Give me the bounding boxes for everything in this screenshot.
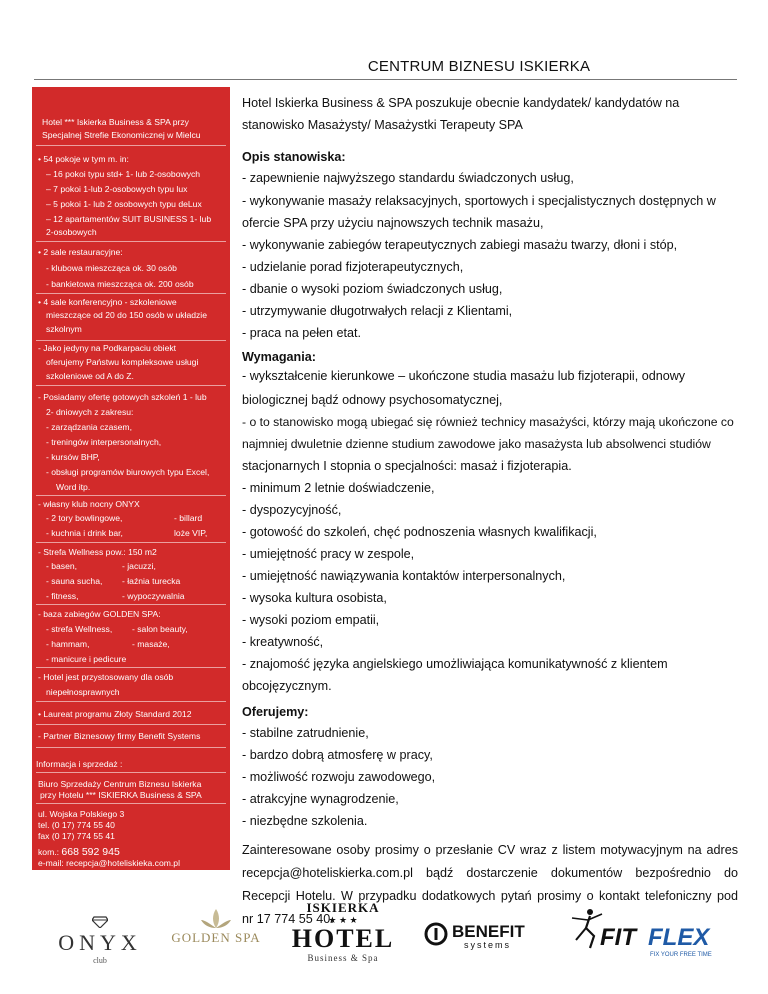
offer-item: - niezbędne szkolenia. — [242, 814, 368, 828]
sidebar-trainings-line: - kursów BHP, — [46, 452, 100, 462]
offer-item: - stabilne zatrudnienie, — [242, 726, 369, 740]
fitflex-sub: FIX YOUR FREE TIME — [650, 952, 712, 958]
sidebar-conference-line: • 4 sale konferencyjno - szkoleniowe — [38, 297, 177, 307]
sidebar-wellness-item: - łaźnia turecka — [122, 576, 181, 586]
sidebar-divider — [36, 747, 226, 748]
sidebar-spa-item: - strefa Wellness, — [46, 624, 113, 634]
req-item: - kreatywność, — [242, 635, 324, 649]
req-item: - umiejętność nawiązywania kontaktów interpersonalnych, — [242, 569, 566, 583]
sidebar-trainings-line: Word itp. — [56, 482, 91, 492]
req-item: - gotowość do szkoleń, chęć podnoszenia własnych kwalifikacji, — [242, 525, 597, 539]
golden-spa-logo — [160, 908, 272, 946]
partner-logos — [36, 900, 736, 980]
sidebar-rooms-line: • 54 pokoje w tym m. in: — [38, 154, 129, 164]
desc-item: - praca na pełen etat. — [242, 326, 362, 340]
sidebar-rooms-line: – 7 pokoi 1-lub 2-osobowych typu lux — [46, 184, 188, 194]
desc-heading: Opis stanowiska: — [242, 150, 346, 164]
sidebar-spa-item: - hammam, — [46, 639, 90, 649]
req-item: - dyspozycyjność, — [242, 503, 342, 517]
sidebar-divider — [36, 701, 226, 702]
sidebar-divider — [36, 604, 226, 605]
sidebar-conference-line: mieszczące od 20 do 150 osób w układzie — [46, 310, 207, 320]
desc-item: - zapewnienie najwyższego standardu świadczonych usług, — [242, 171, 574, 185]
benefit-sub: systems — [464, 940, 512, 950]
sidebar-spa-title: - baza zabiegów GOLDEN SPA: — [38, 609, 161, 619]
intro-line: stanowisko Masażysty/ Masażystki Terapeuty SPA — [242, 118, 523, 132]
sidebar-rooms-line: – 12 apartamentów SUIT BUSINESS 1- lub — [46, 214, 212, 224]
sidebar-address-line: tel. (0 17) 774 55 40 — [38, 820, 115, 830]
sidebar-divider — [36, 724, 226, 725]
closing-line: Zainteresowane osoby prosimy o przesłanie CV wraz z listem motywacyjnym na adres — [242, 843, 738, 857]
sidebar-podkarpacie-line: - Jako jedyny na Podkarpaciu obiekt — [38, 343, 177, 353]
sidebar-divider — [36, 803, 226, 804]
sidebar-trainings-line: - obsługi programów biurowych typu Excel, — [46, 467, 210, 477]
sidebar-club-item: - kuchnia i drink bar, — [46, 528, 123, 538]
sidebar-intro-line: Specjalnej Strefie Ekonomicznej w Mielcu — [42, 130, 201, 140]
req-heading: Wymagania: — [242, 350, 316, 364]
benefit-circle-icon — [424, 922, 448, 946]
kom-number: 668 592 945 — [61, 846, 120, 858]
sidebar-podkarpacie-line: szkoleniowe od A do Z. — [46, 371, 134, 381]
sidebar-spa-item: - manicure i pedicure — [46, 654, 127, 664]
offer-item: - bardzo dobrą atmosferę w pracy, — [242, 748, 433, 762]
req-item: - wysoki poziom empatii, — [242, 613, 380, 627]
sidebar-wellness-item: - sauna sucha, — [46, 576, 103, 586]
sidebar-spa-item: - masaże, — [132, 639, 170, 649]
onyx-logo — [50, 916, 150, 965]
sidebar-partner: - Partner Biznesowy firmy Benefit Systems — [38, 731, 201, 741]
sidebar-club-item: - billard — [174, 513, 203, 523]
desc-item: - wykonywanie masaży relaksacyjnych, sportowych i specjalistycznych dostępnych w — [242, 194, 716, 208]
fit-flex-logo — [566, 906, 736, 976]
sidebar-divider — [36, 772, 226, 773]
sidebar-email[interactable]: e-mail: recepcja@hoteliskieka.com.pl — [38, 858, 180, 868]
hotel-info-sidebar — [32, 87, 230, 870]
diamond-icon — [92, 916, 108, 928]
sidebar-trainings-line: - zarządzania czasem, — [46, 422, 132, 432]
header-divider — [34, 79, 737, 80]
sidebar-divider — [36, 293, 226, 294]
hotel-sub: Business & Spa — [307, 953, 379, 963]
sidebar-spa-item: - salon beauty, — [132, 624, 188, 634]
sidebar-wellness-title: - Strefa Wellness pow.: 150 m2 — [38, 547, 157, 557]
sidebar-rooms-line: 2-osobowych — [46, 227, 97, 237]
fit-wordmark: FIT — [600, 924, 636, 951]
closing-line: recepcja@hoteliskierka.com.pl bądź dostarczenie dokumentów bezpośrednio do — [242, 866, 738, 880]
page-title: CENTRUM BIZNESU ISKIERKA — [367, 58, 591, 75]
req-item: obcojęzycznym. — [242, 679, 332, 693]
sidebar-disabled-line: - Hotel jest przystosowany dla osób — [38, 672, 174, 682]
desc-item: ofercie SPA przy użyciu najnowszych technik masażu, — [242, 216, 544, 230]
intro-line: Hotel Iskierka Business & SPA poszukuje obecnie kandydatek/ kandydatów na — [242, 96, 680, 110]
desc-item: - dbanie o wysoki poziom świadczonych usług, — [242, 282, 503, 296]
onyx-sub: club — [93, 956, 107, 965]
sidebar-rooms-line: – 5 pokoi 1- lub 2 osobowych typu deLux — [46, 199, 202, 209]
req-item: - o to stanowisko mogą ubiegać się również technicy masażyści, którzy mają ukończone co — [242, 415, 734, 429]
req-item: najmniej dwuletnie dzienne studium zawodowe jako masażysta lub absolwenci studiów — [242, 437, 711, 451]
sidebar-divider — [36, 241, 226, 242]
req-item: - wykształcenie kierunkowe – ukończone studia masażu lub fizjoterapii, odnowy — [242, 369, 686, 383]
sidebar-address-line: fax (0 17) 774 55 41 — [38, 831, 115, 841]
hotel-wordmark: HOTEL — [291, 924, 395, 953]
sidebar-wellness-item: - basen, — [46, 561, 78, 571]
sidebar-divider — [36, 340, 226, 341]
closing-line: nr 17 774 55 40. — [242, 912, 334, 926]
sidebar-trainings-line: 2- dniowych z zakresu: — [46, 407, 134, 417]
sidebar-wellness-item: - wypoczywalnia — [122, 591, 185, 601]
sidebar-club-item: loże VIP, — [174, 528, 208, 538]
req-item: stacjonarnych I stopnia o specjalności: masaż i fizjoterapia. — [242, 459, 572, 473]
sidebar-kom-row — [38, 847, 120, 858]
stars-icon: ★ ★ ★ — [328, 915, 358, 925]
offer-item: - możliwość rozwoju zawodowego, — [242, 770, 436, 784]
sidebar-wellness-item: - fitness, — [46, 591, 79, 601]
sidebar-wellness-item: - jacuzzi, — [122, 561, 156, 571]
kom-label: kom.: — [38, 847, 60, 857]
sidebar-conference-line: szkolnym — [46, 324, 82, 334]
req-item: biologicznej bądź odnowy psychosomatycznej, — [242, 393, 503, 407]
flex-wordmark: FLEX — [648, 924, 710, 951]
sidebar-office-line: przy Hotelu *** ISKIERKA Business & SPA — [40, 790, 202, 800]
sidebar-address-line: ul. Wojska Polskiego 3 — [38, 809, 125, 819]
hotel-iskierka-logo — [284, 900, 402, 963]
sidebar-divider — [36, 542, 226, 543]
benefit-wordmark: BENEFIT — [452, 922, 525, 941]
offer-heading: Oferujemy: — [242, 705, 309, 719]
sidebar-info-label: Informacja i sprzedaż : — [36, 759, 123, 769]
desc-item: - wykonywanie zabiegów terapeutycznych zabiegi masażu twarzy, dłoni i stóp, — [242, 238, 678, 252]
req-item: - umiejętność pracy w zespole, — [242, 547, 415, 561]
sidebar-intro-line: Hotel *** Iskierka Business & SPA przy — [42, 117, 189, 127]
sidebar-trainings-line: - Posiadamy ofertę gotowych szkoleń 1 - lub — [38, 392, 207, 402]
req-item: - minimum 2 letnie doświadczenie, — [242, 481, 435, 495]
sidebar-office-line: Biuro Sprzedaży Centrum Biznesu Iskierka — [38, 779, 202, 789]
sidebar-club-title: - własny klub nocny ONYX — [38, 499, 140, 509]
req-item: - wysoka kultura osobista, — [242, 591, 387, 605]
golden-spa-wordmark: GOLDEN SPA — [171, 930, 261, 945]
desc-item: - udzielanie porad fizjoterapeutycznych, — [242, 260, 464, 274]
sidebar-podkarpacie-line: oferujemy Państwu kompleksowe usługi — [46, 357, 199, 367]
sidebar-divider — [36, 495, 226, 496]
onyx-wordmark: ONYX — [58, 930, 142, 955]
sidebar-divider — [36, 667, 226, 668]
req-item: - znajomość języka angielskiego umożliwiająca komunikatywność z klientem — [242, 657, 668, 671]
sidebar-restaurants-line: - bankietowa mieszcząca ok. 200 osób — [46, 279, 194, 289]
sidebar-trainings-line: - treningów interpersonalnych, — [46, 437, 162, 447]
offer-item: - atrakcyjne wynagrodzenie, — [242, 792, 399, 806]
lotus-icon — [198, 908, 234, 930]
sidebar-laureat: • Laureat programu Złoty Standard 2012 — [38, 709, 192, 719]
sidebar-divider — [36, 145, 226, 146]
sidebar-divider — [36, 385, 226, 386]
closing-line: Recepcji Hotelu. W przypadku dodatkowych pytań prosimy o kontakt telefoniczny pod — [242, 889, 738, 903]
sidebar-rooms-line: – 16 pokoi typu std+ 1- lub 2-osobowych — [46, 169, 201, 179]
sidebar-restaurants-line: - klubowa mieszcząca ok. 30 osób — [46, 263, 177, 273]
sidebar-disabled-line: niepełnosprawnych — [46, 687, 120, 697]
desc-item: - utrzymywanie długotrwałych relacji z Klientami, — [242, 304, 513, 318]
sidebar-club-item: - 2 tory bowlingowe, — [46, 513, 123, 523]
sidebar-restaurants-line: • 2 sale restauracyjne: — [38, 247, 123, 257]
iskierka-wordmark: ISKIERKA — [306, 900, 380, 915]
